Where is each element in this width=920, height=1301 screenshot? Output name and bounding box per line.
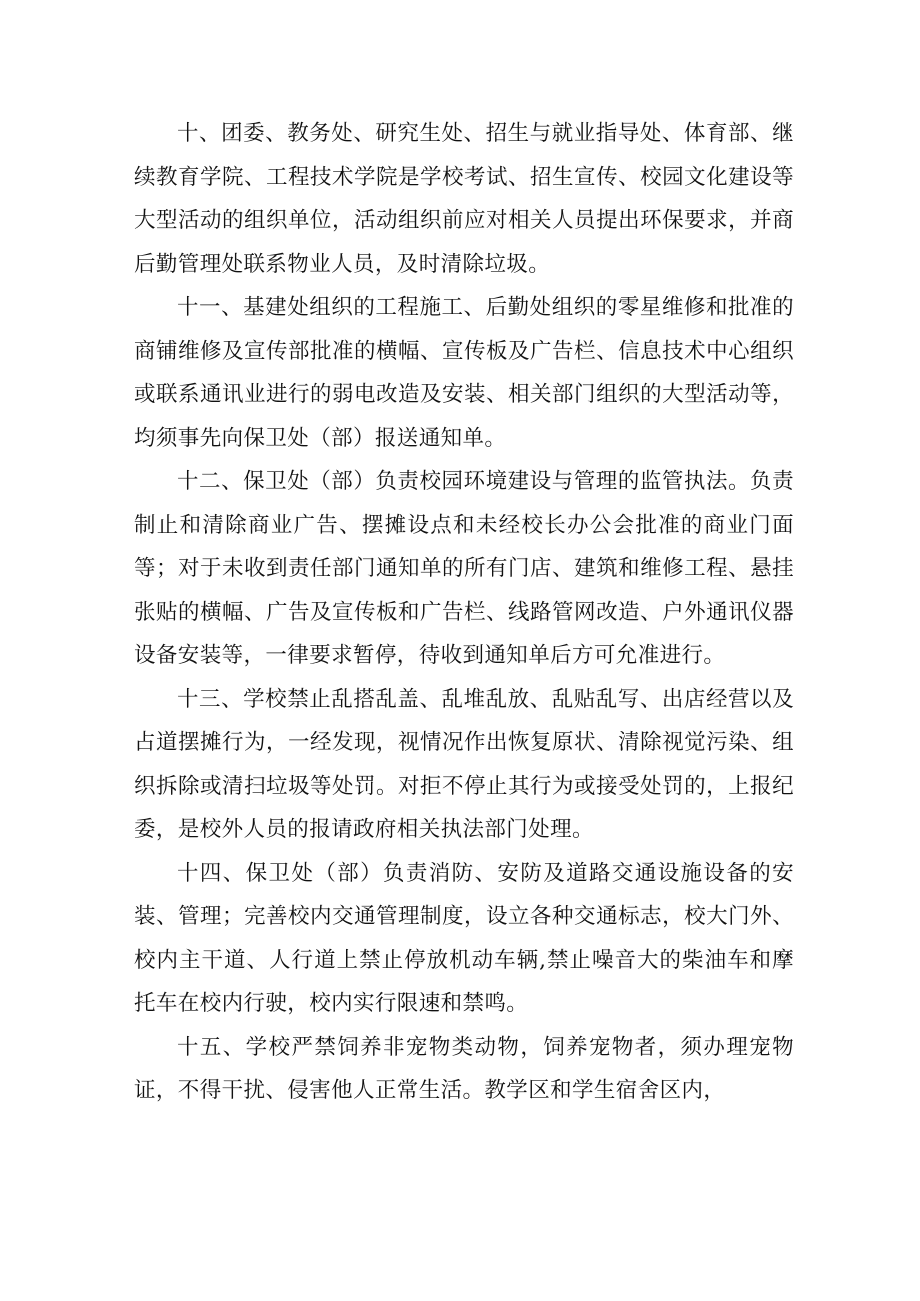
paragraph-15: 十五、学校严禁饲养非宠物类动物，饲养宠物者，须办理宠物证，不得干扰、侵害他人正常生活。教学区和学生宿舍区内， [134, 1034, 794, 1103]
paragraph-12: 十二、保卫处（部）负责校园环境建设与管理的监管执法。负责制止和清除商业广告、摆摊设点和未经校长办公会批准的商业门面等；对于未收到责任部门通知单的所有门店、建筑和维修工程、悬挂张贴的横幅、广告及宣传板和广告栏、线路管网改造、户外通讯仪器设备安装等，一律要求暂停，待收到通知单后方可允准进行。 [134, 469, 794, 668]
paragraph-11: 十一、基建处组织的工程施工、后勤处组织的零星维修和批准的商铺维修及宣传部批准的横幅、宣传板及广告栏、信息技术中心组织或联系通讯业进行的弱电改造及安装、相关部门组织的大型活动等，均须事先向保卫处（部）报送通知单。 [134, 295, 794, 451]
paragraph-13: 十三、学校禁止乱搭乱盖、乱堆乱放、乱贴乱写、出店经营以及占道摆摊行为，一经发现，视情况作出恢复原状、清除视觉污染、组织拆除或清扫垃圾等处罚。对拒不停止其行为或接受处罚的，上报纪委，是校外人员的报请政府相关执法部门处理。 [134, 686, 794, 842]
paragraph-10: 十、团委、教务处、研究生处、招生与就业指导处、体育部、继续教育学院、工程技术学院是学校考试、招生宣传、校园文化建设等大型活动的组织单位，活动组织前应对相关人员提出环保要求，并商后勤管理处联系物业人员，及时清除垃圾。 [134, 121, 794, 277]
document-body [134, 112, 794, 1113]
paragraph-14: 十四、保卫处（部）负责消防、安防及道路交通设施设备的安装、管理；完善校内交通管理制度，设立各种交通标志，校大门外、校内主干道、人行道上禁止停放机动车辆,禁止噪音大的柴油车和摩托车在校内行驶，校内实行限速和禁鸣。 [134, 860, 794, 1016]
